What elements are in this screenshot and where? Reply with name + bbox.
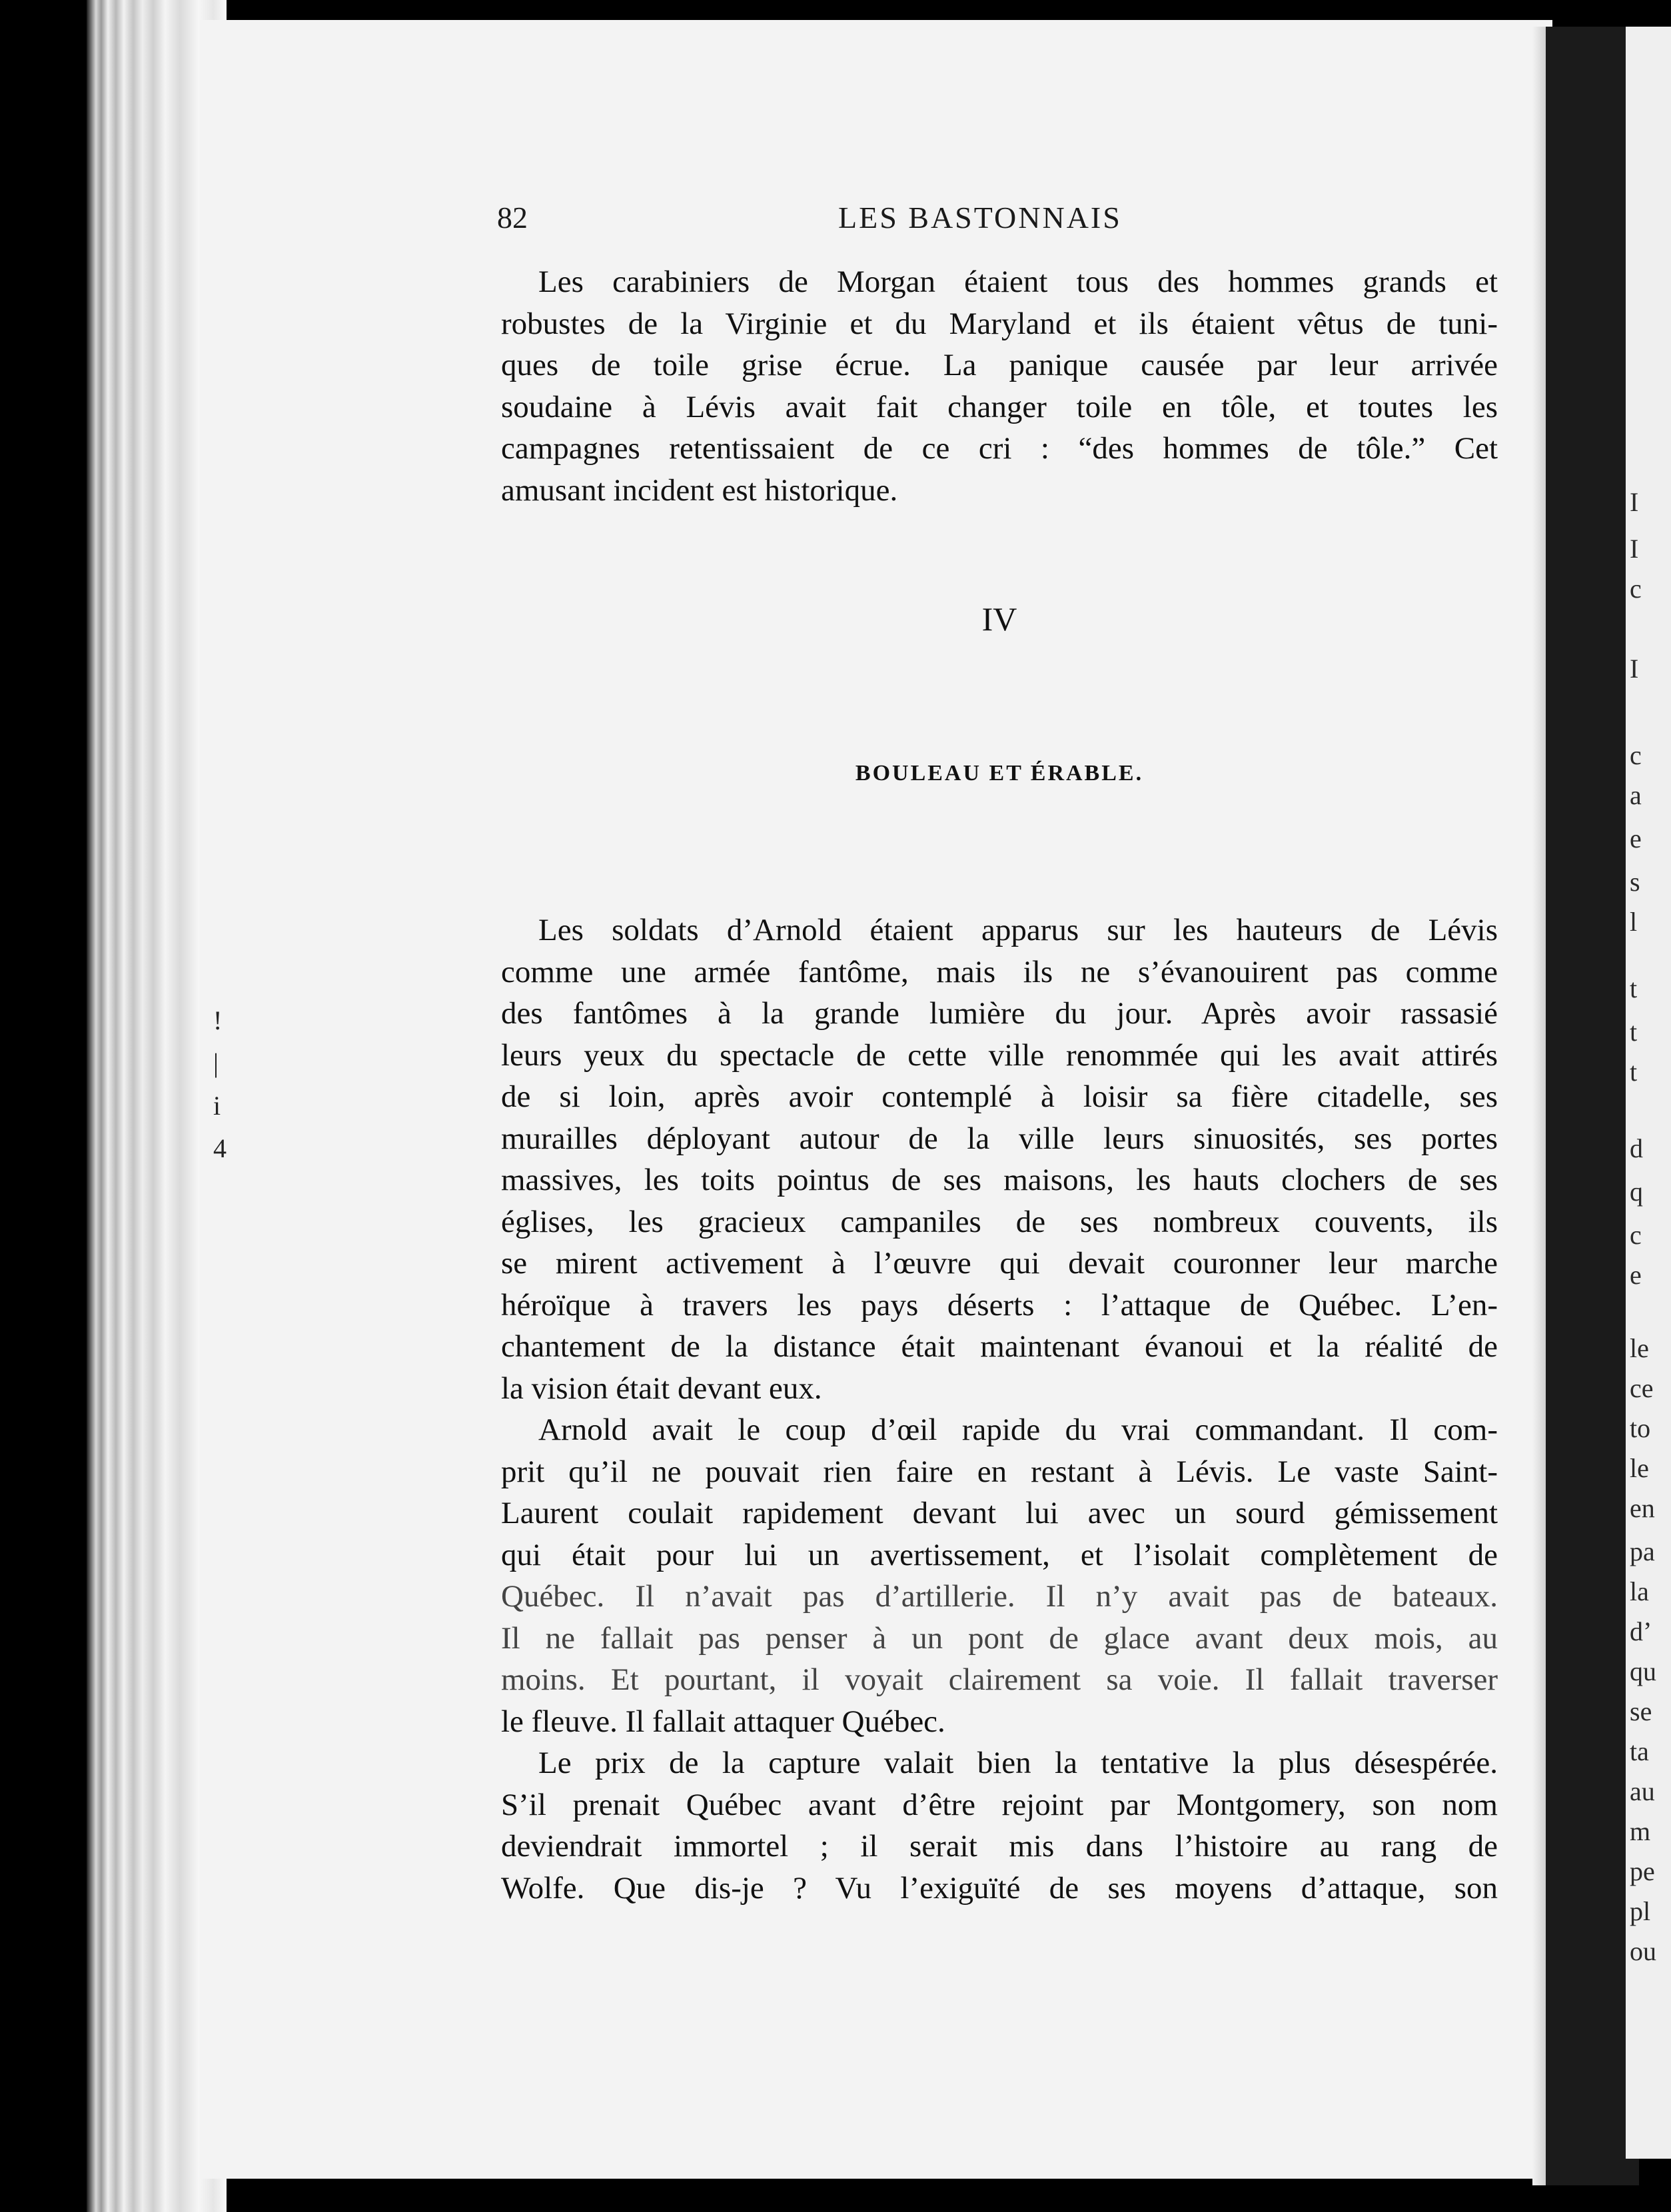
text-line: moins. Et pourtant, il voyait clairement sa voie. Il fallait traverser <box>501 1662 1498 1697</box>
text-line: Laurent coulait rapidement devant lui avec un sourd gémissement <box>501 1496 1498 1530</box>
facing-page-fragment: pa <box>1630 1536 1655 1566</box>
facing-page-fragment: q <box>1630 1177 1643 1207</box>
facing-page-fragment: I <box>1630 534 1639 564</box>
text-line: se mirent activement à l’œuvre qui devait couronner leur marche <box>501 1246 1498 1281</box>
text-line: Arnold avait le coup d’œil rapide du vrai commandant. Il com- <box>538 1412 1498 1447</box>
text-line: ques de toile grise écrue. La panique causée par leur arrivée <box>501 348 1498 382</box>
text-line: robustes de la Virginie et du Maryland et ils étaient vêtus de tuni- <box>501 306 1498 341</box>
facing-page-fragment: le <box>1630 1453 1649 1483</box>
text-line: le fleuve. Il fallait attaquer Québec. <box>501 1704 945 1739</box>
facing-page-fragment: s <box>1630 867 1640 897</box>
facing-page-fragment: pe <box>1630 1856 1655 1886</box>
facing-page-fragment: ta <box>1630 1736 1649 1766</box>
facing-page-fragment: ou <box>1630 1936 1656 1966</box>
text-line: Les carabiniers de Morgan étaient tous des hommes grands et <box>538 265 1498 299</box>
facing-page-fragment: I <box>1630 487 1639 517</box>
text-line: qui était pour lui un avertissement, et l’isolait complètement de <box>501 1537 1498 1572</box>
facing-page-fragment: t <box>1630 1057 1638 1087</box>
text-line: comme une armée fantôme, mais ils ne s’évanouirent pas comme <box>501 954 1498 989</box>
text-line: campagnes retentissaient de ce cri : “des hommes de tôle.” Cet <box>501 431 1498 466</box>
stack-mark: ! <box>213 1005 223 1035</box>
text-line: soudaine à Lévis avait fait changer toile en tôle, et toutes les <box>501 389 1498 424</box>
running-head <box>497 200 1496 240</box>
text-line: leurs yeux du spectacle de cette ville renommée qui les avait attirés <box>501 1037 1498 1073</box>
facing-page-fragment: la <box>1630 1576 1649 1606</box>
text-line: la vision était devant eux. <box>501 1371 822 1406</box>
facing-page-fragment: ce <box>1630 1373 1654 1403</box>
text-line: Il ne fallait pas penser à un pont de glace avant deux mois, au <box>501 1620 1498 1656</box>
text-line: S’il prenait Québec avant d’être rejoint par Montgomery, son nom <box>501 1787 1498 1822</box>
facing-page-fragment: c <box>1630 1220 1642 1250</box>
facing-page-fragment: se <box>1630 1696 1652 1726</box>
text-line: Québec. Il n’avait pas d’artillerie. Il n’y avait pas de bateaux. <box>501 1579 1498 1614</box>
stack-mark: i <box>213 1091 221 1121</box>
text-line: héroïque à travers les pays déserts : l’attaque de Québec. L’en- <box>501 1287 1498 1323</box>
stack-mark: | <box>213 1048 219 1078</box>
text-line: prit qu’il ne pouvait rien faire en restant à Lévis. Le vaste Saint- <box>501 1454 1498 1489</box>
stack-mark: 4 <box>213 1133 227 1163</box>
facing-page-fragment: c <box>1630 740 1642 770</box>
page-number: 82 <box>497 201 528 235</box>
facing-page-fragment: qu <box>1630 1656 1656 1686</box>
facing-page-fragment: au <box>1630 1776 1655 1806</box>
facing-page-fragment: d’ <box>1630 1616 1652 1646</box>
text-line: églises, les gracieux campaniles de ses nombreux couvents, ils <box>501 1204 1498 1239</box>
text-line: des fantômes à la grande lumière du jour. Après avoir rassasié <box>501 996 1498 1031</box>
chapter-body <box>501 909 1498 1909</box>
paragraph-morgan-riflemen <box>501 261 1498 511</box>
facing-page-fragment: d <box>1630 1133 1643 1163</box>
page-stack-marks <box>213 999 240 1219</box>
text-line: massives, les toits pointus de ses maisons, les hauts clochers de ses <box>501 1163 1498 1197</box>
book-gutter <box>1546 27 1639 2185</box>
facing-page-fragment: le <box>1630 1333 1649 1363</box>
text-line: Le prix de la capture valait bien la tentative la plus désespérée. <box>538 1746 1498 1780</box>
facing-page-fragment: t <box>1630 1017 1638 1047</box>
facing-page-fragment: t <box>1630 973 1638 1003</box>
facing-page-fragment: I <box>1630 654 1639 684</box>
facing-page-fragment: en <box>1630 1493 1655 1523</box>
facing-page-fragment: m <box>1630 1816 1651 1846</box>
text-line: amusant incident est historique. <box>501 472 898 508</box>
facing-page-fragment: e <box>1630 824 1642 853</box>
chapter-number: IV <box>981 600 1017 638</box>
text-line: Wolfe. Que dis-je ? Vu l’exiguïté de ses moyens d’attaque, son <box>501 1870 1498 1906</box>
facing-page-fragment: e <box>1630 1260 1642 1290</box>
text-line: deviendrait immortel ; il serait mis dans l’histoire au rang de <box>501 1829 1498 1864</box>
facing-page-fragment: to <box>1630 1413 1651 1443</box>
text-line: murailles déployant autour de la ville leurs sinuosités, ses portes <box>501 1121 1498 1156</box>
running-title: LES BASTONNAIS <box>838 201 1122 235</box>
facing-page-fragment: a <box>1630 780 1642 810</box>
facing-page-fragment: c <box>1630 574 1642 604</box>
text-line: Les soldats d’Arnold étaient apparus sur les hauteurs de Lévis <box>538 913 1498 947</box>
facing-page-fragment: pl <box>1630 1896 1651 1926</box>
text-line: de si loin, après avoir contemplé à loisir sa fière citadelle, ses <box>501 1079 1498 1114</box>
facing-page-fragment: l <box>1630 907 1638 937</box>
text-line: chantement de la distance était maintenant évanoui et la réalité de <box>501 1329 1498 1364</box>
chapter-title: BOULEAU ET ÉRABLE. <box>855 761 1144 786</box>
facing-page-edge <box>1626 27 1671 2159</box>
